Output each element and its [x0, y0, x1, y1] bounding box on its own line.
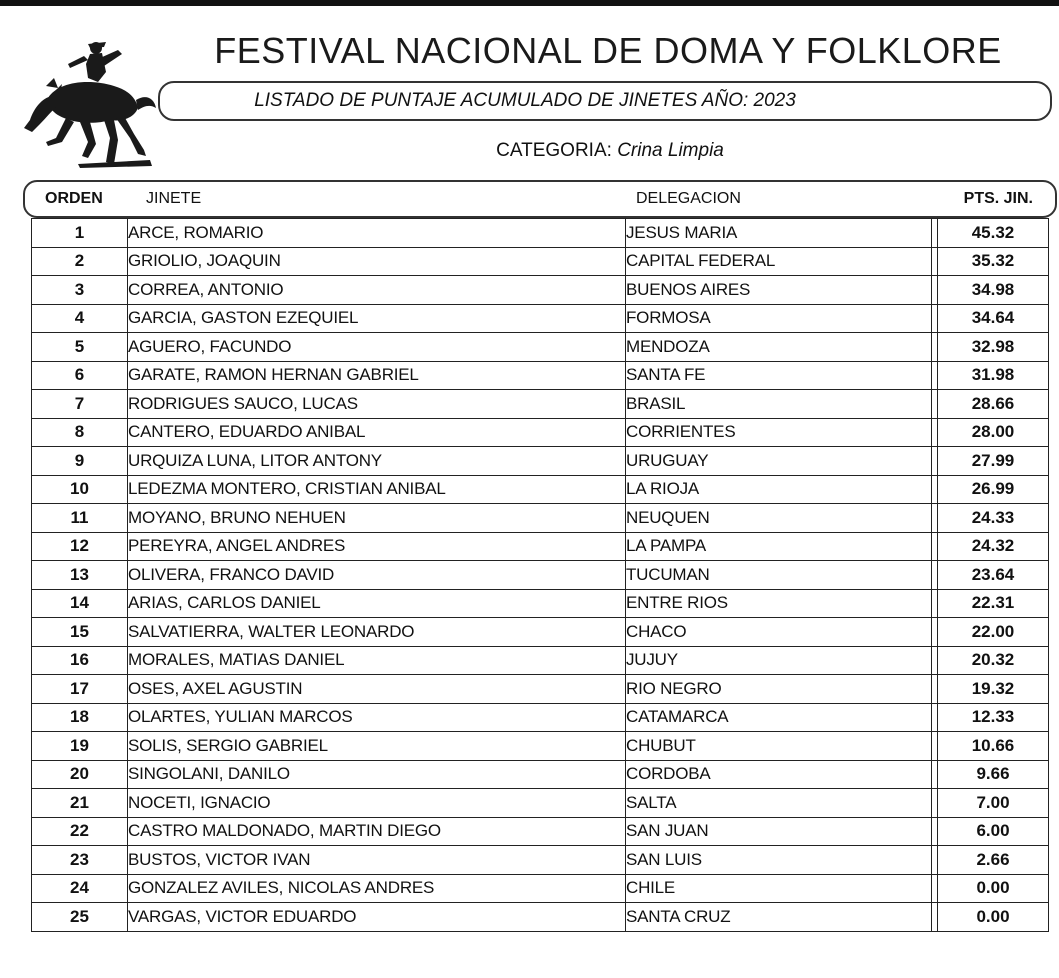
row-delegacion: CHACO	[626, 618, 932, 647]
table-row	[32, 646, 1049, 675]
row-orden: 6	[32, 361, 128, 390]
row-orden: 17	[32, 675, 128, 704]
row-orden: 23	[32, 846, 128, 875]
row-pts: 32.98	[938, 333, 1049, 362]
row-pts: 31.98	[938, 361, 1049, 390]
row-delegacion: JESUS MARIA	[626, 219, 932, 248]
row-orden: 24	[32, 874, 128, 903]
row-jinete: CORREA, ANTONIO	[128, 276, 626, 305]
row-delegacion: SAN LUIS	[626, 846, 932, 875]
row-pts: 2.66	[938, 846, 1049, 875]
table-row	[32, 618, 1049, 647]
row-jinete: BUSTOS, VICTOR IVAN	[128, 846, 626, 875]
row-pts: 24.32	[938, 532, 1049, 561]
row-pts: 22.31	[938, 589, 1049, 618]
table-row	[32, 247, 1049, 276]
row-jinete: MORALES, MATIAS DANIEL	[128, 646, 626, 675]
row-delegacion: CHUBUT	[626, 732, 932, 761]
row-orden: 13	[32, 561, 128, 590]
row-jinete: RODRIGUES SAUCO, LUCAS	[128, 390, 626, 419]
table-row	[32, 789, 1049, 818]
row-jinete: OLARTES, YULIAN MARCOS	[128, 703, 626, 732]
row-delegacion: SANTA CRUZ	[626, 903, 932, 932]
row-jinete: GARATE, RAMON HERNAN GABRIEL	[128, 361, 626, 390]
row-delegacion: CATAMARCA	[626, 703, 932, 732]
row-pts: 24.33	[938, 504, 1049, 533]
category-value: Crina Limpia	[617, 140, 724, 161]
category-label: CATEGORIA:	[496, 140, 612, 161]
row-pts: 19.32	[938, 675, 1049, 704]
row-jinete: MOYANO, BRUNO NEHUEN	[128, 504, 626, 533]
row-pts: 28.00	[938, 418, 1049, 447]
row-jinete: CASTRO MALDONADO, MARTIN DIEGO	[128, 817, 626, 846]
row-orden: 12	[32, 532, 128, 561]
table-row	[32, 874, 1049, 903]
row-orden: 25	[32, 903, 128, 932]
row-orden: 20	[32, 760, 128, 789]
row-pts: 9.66	[938, 760, 1049, 789]
row-orden: 2	[32, 247, 128, 276]
page-title: FESTIVAL NACIONAL DE DOMA Y FOLKLORE	[214, 30, 1002, 71]
table-row	[32, 589, 1049, 618]
row-jinete: ARCE, ROMARIO	[128, 219, 626, 248]
row-orden: 1	[32, 219, 128, 248]
row-orden: 3	[32, 276, 128, 305]
row-pts: 28.66	[938, 390, 1049, 419]
row-delegacion: CORDOBA	[626, 760, 932, 789]
row-delegacion: NEUQUEN	[626, 504, 932, 533]
row-orden: 10	[32, 475, 128, 504]
row-pts: 6.00	[938, 817, 1049, 846]
row-pts: 34.98	[938, 276, 1049, 305]
row-delegacion: SALTA	[626, 789, 932, 818]
row-jinete: GONZALEZ AVILES, NICOLAS ANDRES	[128, 874, 626, 903]
row-delegacion: CAPITAL FEDERAL	[626, 247, 932, 276]
row-pts: 10.66	[938, 732, 1049, 761]
horse-rider-icon	[18, 38, 158, 170]
row-delegacion: BUENOS AIRES	[626, 276, 932, 305]
table-row	[32, 675, 1049, 704]
row-pts: 34.64	[938, 304, 1049, 333]
table-row	[32, 304, 1049, 333]
row-jinete: URQUIZA LUNA, LITOR ANTONY	[128, 447, 626, 476]
row-delegacion: RIO NEGRO	[626, 675, 932, 704]
subtitle: LISTADO DE PUNTAJE ACUMULADO DE JINETES AÑO: 2023	[254, 90, 796, 111]
row-jinete: VARGAS, VICTOR EDUARDO	[128, 903, 626, 932]
table-row	[32, 903, 1049, 932]
row-delegacion: CORRIENTES	[626, 418, 932, 447]
row-delegacion: LA RIOJA	[626, 475, 932, 504]
subtitle-banner	[158, 81, 1052, 121]
row-delegacion: JUJUY	[626, 646, 932, 675]
row-delegacion: BRASIL	[626, 390, 932, 419]
row-pts: 27.99	[938, 447, 1049, 476]
column-header-pts: PTS. JIN.	[963, 190, 1033, 207]
row-pts: 0.00	[938, 903, 1049, 932]
row-orden: 14	[32, 589, 128, 618]
row-orden: 4	[32, 304, 128, 333]
top-border	[0, 0, 1059, 6]
row-jinete: GARCIA, GASTON EZEQUIEL	[128, 304, 626, 333]
table-header	[23, 180, 1057, 218]
row-jinete: SINGOLANI, DANILO	[128, 760, 626, 789]
row-delegacion: CHILE	[626, 874, 932, 903]
row-delegacion: URUGUAY	[626, 447, 932, 476]
row-orden: 11	[32, 504, 128, 533]
row-orden: 18	[32, 703, 128, 732]
table-row	[32, 561, 1049, 590]
row-jinete: AGUERO, FACUNDO	[128, 333, 626, 362]
table-row	[32, 390, 1049, 419]
row-orden: 19	[32, 732, 128, 761]
row-jinete: ARIAS, CARLOS DANIEL	[128, 589, 626, 618]
table-row	[32, 846, 1049, 875]
standings-table	[31, 218, 1049, 932]
row-jinete: PEREYRA, ANGEL ANDRES	[128, 532, 626, 561]
table-row	[32, 532, 1049, 561]
row-pts: 20.32	[938, 646, 1049, 675]
row-pts: 7.00	[938, 789, 1049, 818]
row-jinete: GRIOLIO, JOAQUIN	[128, 247, 626, 276]
row-jinete: SALVATIERRA, WALTER LEONARDO	[128, 618, 626, 647]
table-row	[32, 732, 1049, 761]
row-pts: 45.32	[938, 219, 1049, 248]
table-row	[32, 219, 1049, 248]
row-orden: 22	[32, 817, 128, 846]
row-delegacion: SAN JUAN	[626, 817, 932, 846]
row-delegacion: SANTA FE	[626, 361, 932, 390]
row-delegacion: TUCUMAN	[626, 561, 932, 590]
row-delegacion: FORMOSA	[626, 304, 932, 333]
category-line	[400, 140, 820, 162]
column-header-jinete: JINETE	[146, 190, 202, 207]
row-orden: 7	[32, 390, 128, 419]
row-jinete: SOLIS, SERGIO GABRIEL	[128, 732, 626, 761]
table-row	[32, 361, 1049, 390]
row-delegacion: MENDOZA	[626, 333, 932, 362]
table-row	[32, 333, 1049, 362]
row-orden: 9	[32, 447, 128, 476]
row-orden: 15	[32, 618, 128, 647]
row-pts: 22.00	[938, 618, 1049, 647]
table-row	[32, 504, 1049, 533]
row-pts: 26.99	[938, 475, 1049, 504]
row-jinete: LEDEZMA MONTERO, CRISTIAN ANIBAL	[128, 475, 626, 504]
table-row	[32, 817, 1049, 846]
row-jinete: CANTERO, EDUARDO ANIBAL	[128, 418, 626, 447]
table-row	[32, 703, 1049, 732]
row-pts: 23.64	[938, 561, 1049, 590]
row-orden: 21	[32, 789, 128, 818]
row-orden: 8	[32, 418, 128, 447]
row-orden: 5	[32, 333, 128, 362]
table-row	[32, 475, 1049, 504]
row-jinete: OLIVERA, FRANCO DAVID	[128, 561, 626, 590]
table-row	[32, 276, 1049, 305]
row-orden: 16	[32, 646, 128, 675]
column-header-delegacion: DELEGACION	[636, 190, 741, 207]
row-pts: 12.33	[938, 703, 1049, 732]
table-row	[32, 447, 1049, 476]
table-row	[32, 760, 1049, 789]
column-header-orden: ORDEN	[45, 190, 103, 207]
row-jinete: NOCETI, IGNACIO	[128, 789, 626, 818]
row-pts: 0.00	[938, 874, 1049, 903]
row-pts: 35.32	[938, 247, 1049, 276]
row-delegacion: ENTRE RIOS	[626, 589, 932, 618]
row-delegacion: LA PAMPA	[626, 532, 932, 561]
row-jinete: OSES, AXEL AGUSTIN	[128, 675, 626, 704]
table-row	[32, 418, 1049, 447]
